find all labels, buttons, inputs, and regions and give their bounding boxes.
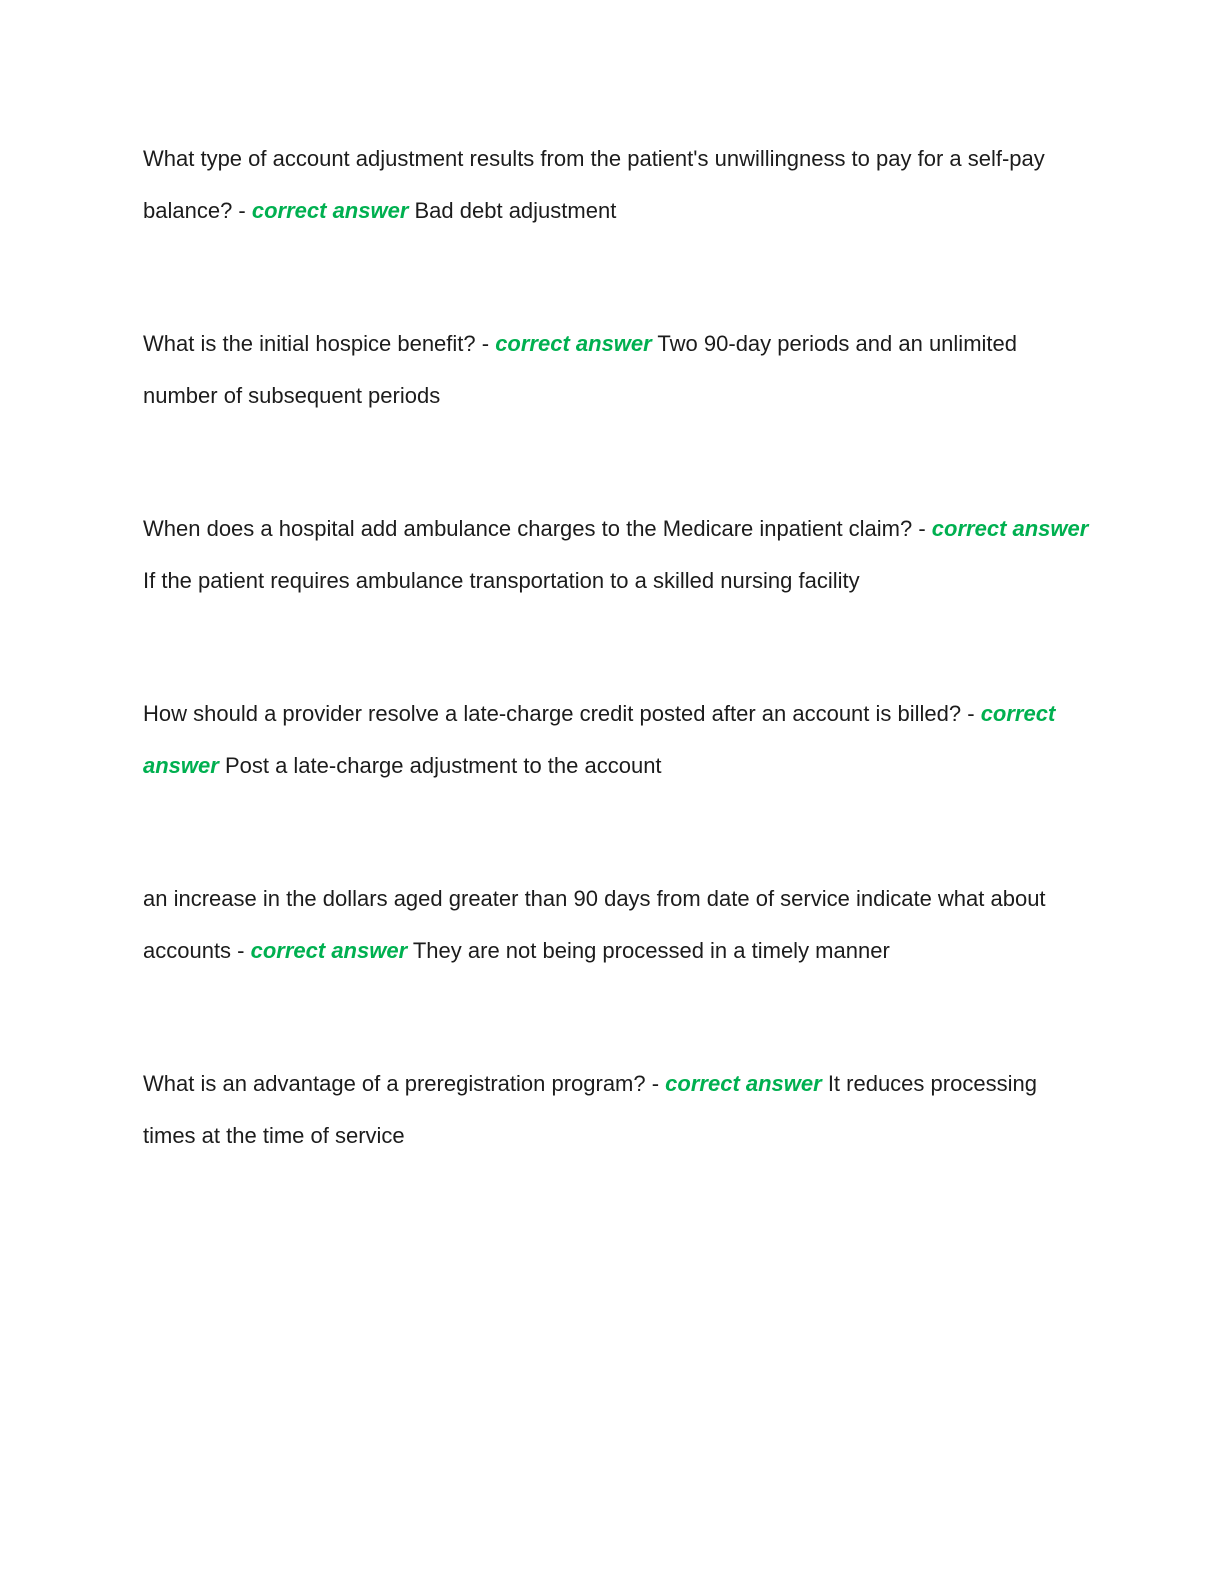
qa-text: What is the initial hospice benefit? - (143, 331, 496, 356)
qa-text: What is an advantage of a preregistration program? - (143, 1071, 666, 1096)
qa-text: When does a hospital add ambulance charges to the Medicare inpatient claim? - (143, 516, 932, 541)
qa-paragraph (143, 873, 1093, 977)
correct-answer-label: correct answer (143, 701, 1056, 778)
correct-answer-label: correct answer (665, 1071, 822, 1096)
qa-paragraph (143, 318, 1093, 422)
qa-paragraph (143, 133, 1093, 237)
qa-paragraph (143, 1058, 1093, 1162)
correct-answer-label: correct answer (250, 938, 408, 963)
correct-answer-label: correct answer (251, 198, 409, 223)
qa-text: They are not being processed in a timely manner (407, 938, 890, 963)
qa-text: Two 90-day periods and an unlimited number of subsequent periods (143, 331, 1017, 408)
qa-text: If the patient requires ambulance transportation to a skilled nursing facility (143, 568, 860, 593)
correct-answer-label: correct answer (931, 516, 1089, 541)
qa-text: How should a provider resolve a late-charge credit posted after an account is billed? - (143, 701, 981, 726)
qa-list (143, 133, 1093, 1243)
qa-paragraph (143, 688, 1093, 792)
qa-text: Post a late-charge adjustment to the account (218, 753, 662, 778)
qa-text: It reduces processing times at the time of service (143, 1071, 1037, 1148)
qa-text: Bad debt adjustment (408, 198, 617, 223)
qa-text: an increase in the dollars aged greater than 90 days from date of service indicate what about accounts - (143, 886, 1046, 963)
qa-paragraph (143, 503, 1093, 607)
qa-text: What type of account adjustment results from the patient's unwillingness to pay for a self-pay balance? - (143, 146, 1045, 223)
correct-answer-label: correct answer (495, 331, 652, 356)
